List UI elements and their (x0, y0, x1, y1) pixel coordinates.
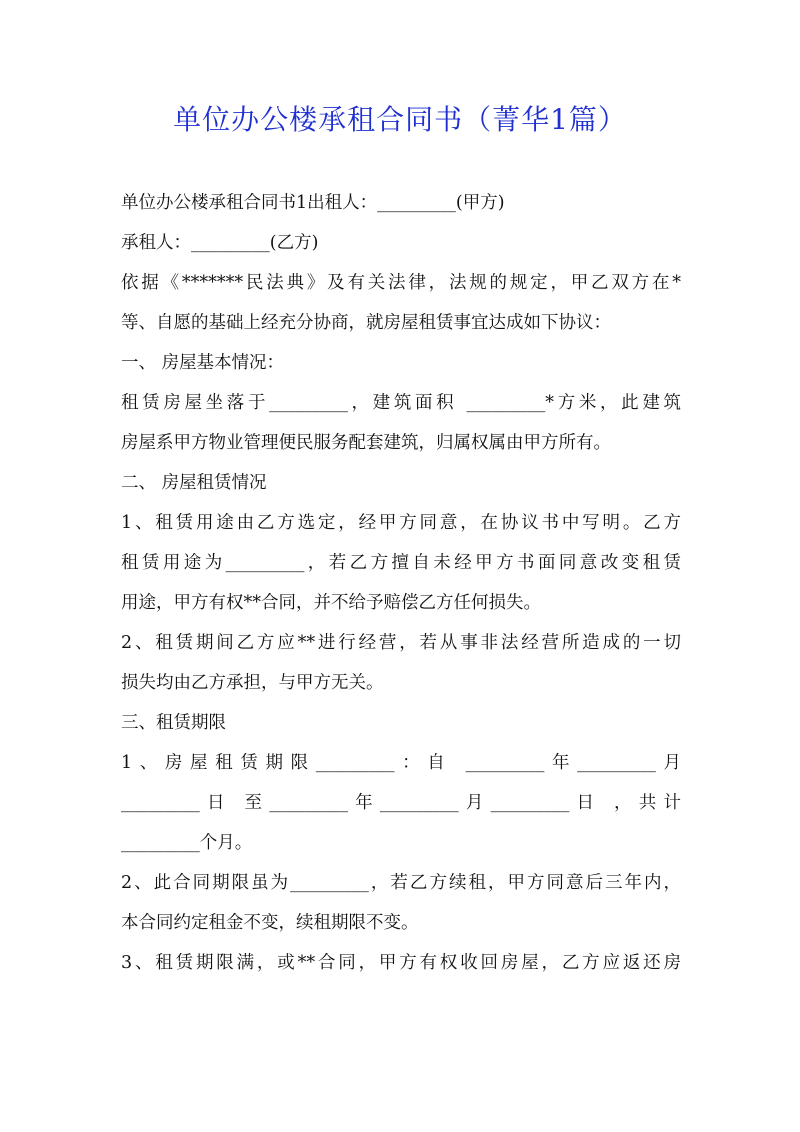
paragraph-line: 3、租赁期限满，或**合同，甲方有权收回房屋，乙方应返还房 (121, 953, 681, 973)
paragraph-line: 租赁用途为_________，若乙方擅自未经甲方书面同意改变租赁 (121, 553, 681, 573)
paragraph-line: 1、租赁用途由乙方选定，经甲方同意，在协议书中写明。乙方 (121, 513, 681, 533)
paragraph-line: 房屋系甲方物业管理便民服务配套建筑，归属权属由甲方所有。 (121, 433, 611, 453)
paragraph-line: _________日 至_________年_________月_________日 ，共计 (121, 793, 681, 813)
paragraph-line: 损失均由乙方承担，与甲方无关。 (121, 673, 384, 693)
paragraph-line: 1、房屋租赁期限_________：自 _________年_________月 (121, 753, 681, 773)
paragraph-line: 用途，甲方有权**合同，并不给予赔偿乙方任何损失。 (121, 593, 541, 613)
document-body (121, 183, 681, 983)
section-heading: 三、租赁期限 (121, 713, 226, 733)
paragraph-line: 租赁房屋坐落于_________，建筑面积 _________*方米，此建筑 (121, 393, 681, 413)
paragraph-line: _________个月。 (121, 833, 253, 853)
paragraph-line: 本合同约定租金不变，续租期限不变。 (121, 913, 419, 933)
paragraph-line: 等、自愿的基础上经充分协商，就房屋租赁事宜达成如下协议： (121, 313, 611, 333)
document-title: 单位办公楼承租合同书（菁华1篇） (173, 103, 627, 136)
section-heading: 二、 房屋租赁情况 (121, 473, 267, 493)
paragraph-line: 2、租赁期间乙方应**进行经营，若从事非法经营所造成的一切 (121, 633, 681, 653)
paragraph-line: 2、此合同期限虽为_________，若乙方续租，甲方同意后三年内， (121, 873, 681, 893)
section-heading: 一、 房屋基本情况： (121, 353, 285, 373)
party-b-line: 承租人：_________(乙方) (121, 233, 319, 253)
party-a-line: 单位办公楼承租合同书1出租人：_________(甲方) (121, 193, 505, 213)
paragraph-line: 依据《*******民法典》及有关法律，法规的规定，甲乙双方在* (121, 273, 681, 293)
